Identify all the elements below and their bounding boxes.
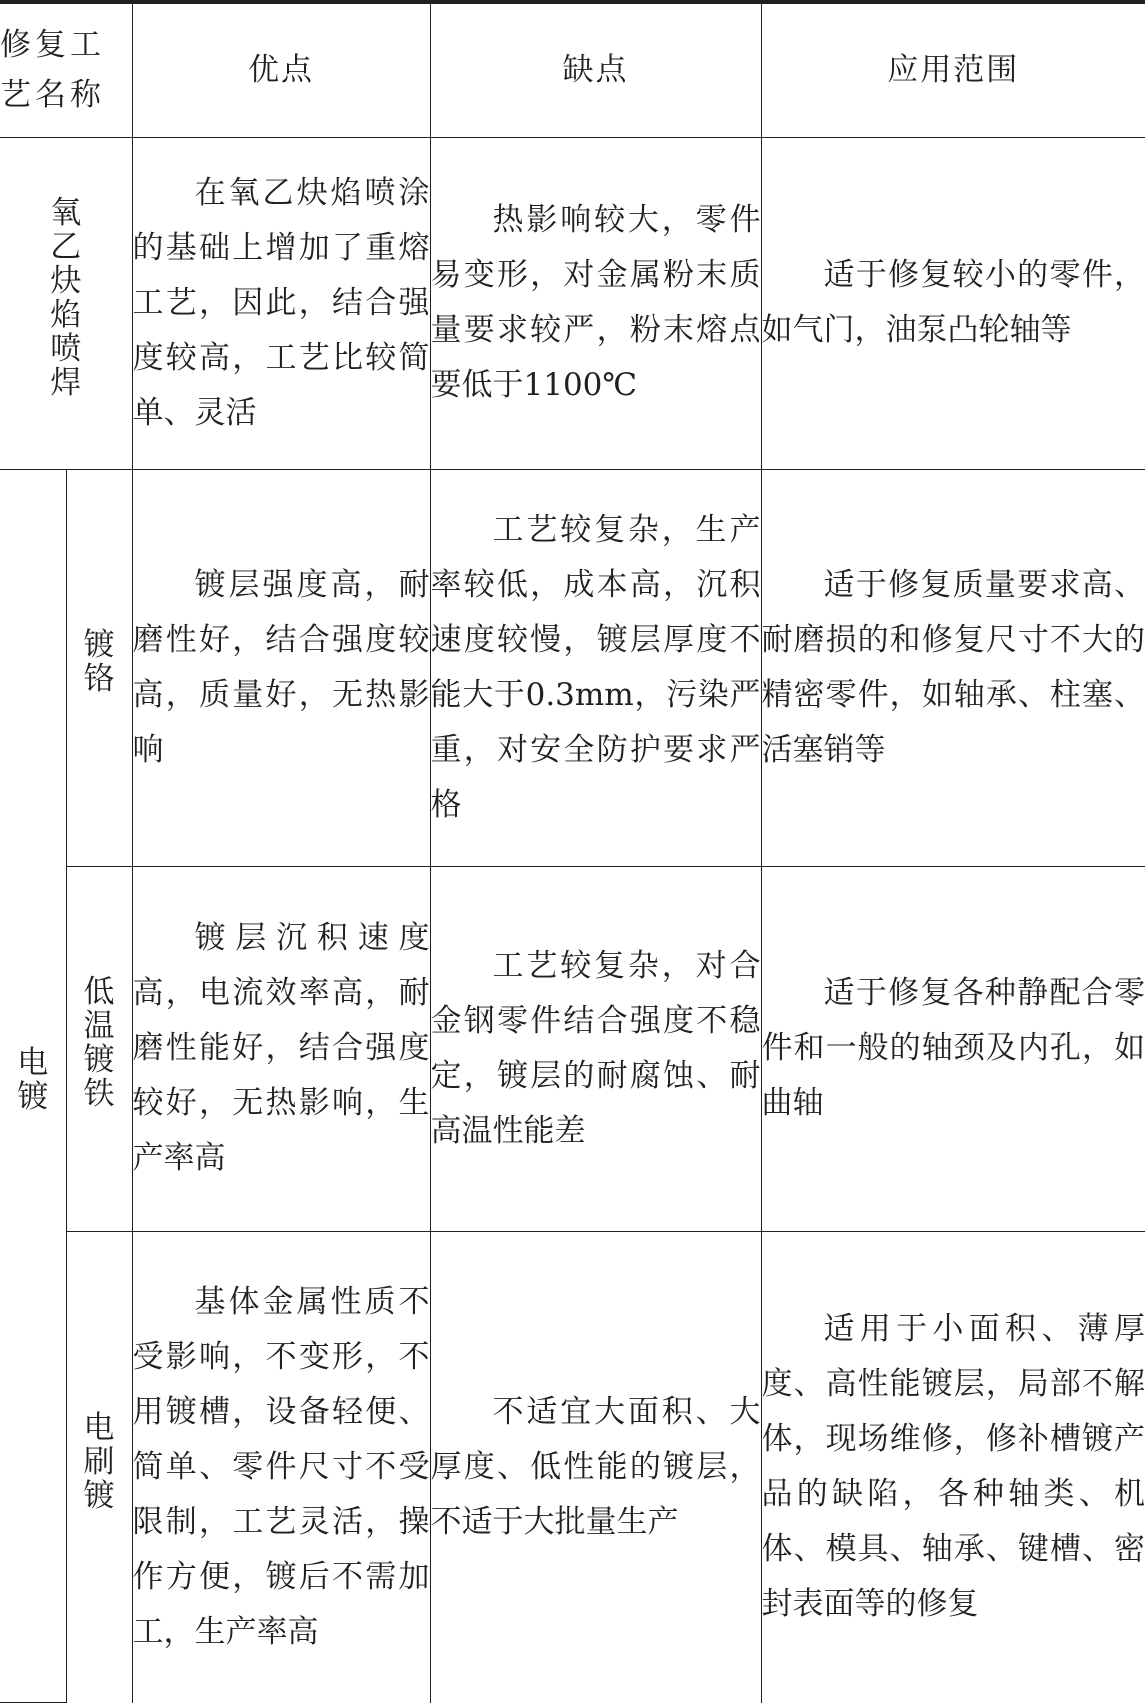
method-name-cell <box>66 1231 132 1702</box>
header-disadvantages: 缺点 <box>430 4 761 138</box>
header-advantages: 优点 <box>132 4 430 138</box>
group-name-cell <box>0 469 66 1702</box>
scope-cell: 适于修复较小的零件，如气门，油泵凸轮轴等 <box>761 137 1145 469</box>
advantages-cell: 镀层强度高，耐磨性好，结合强度较高，质量好，无热影响 <box>132 469 430 866</box>
disadvantages-cell: 工艺较复杂，生产率较低，成本高，沉积速度较慢，镀层厚度不能大于0.3mm，污染严重，对安全防护要求严格 <box>430 469 761 866</box>
method-name-cell <box>66 469 132 866</box>
scope-cell: 适于修复质量要求高、耐磨损的和修复尺寸不大的精密零件，如轴承、柱塞、活塞销等 <box>761 469 1145 866</box>
table-row <box>0 1231 1145 1702</box>
method-name-cell <box>66 867 132 1232</box>
method-name: 低温镀铁 <box>83 974 115 1113</box>
group-name: 电镀 <box>17 1045 49 1116</box>
method-name: 镀铬 <box>83 627 115 698</box>
table-row <box>0 137 1145 469</box>
table-row <box>0 867 1145 1232</box>
repair-process-table <box>0 3 1145 1703</box>
advantages-cell: 镀层沉积速度高，电流效率高，耐磨性能好，结合强度较好，无热影响，生产率高 <box>132 867 430 1232</box>
method-name-cell <box>0 137 132 469</box>
method-name: 电刷镀 <box>83 1409 115 1514</box>
method-name: 氧乙炔焰喷焊 <box>50 194 82 401</box>
disadvantages-cell: 工艺较复杂，对合金钢零件结合强度不稳定，镀层的耐腐蚀、耐高温性能差 <box>430 867 761 1232</box>
advantages-cell: 基体金属性质不受影响，不变形，不用镀槽，设备轻便、简单、零件尺寸不受限制，工艺灵活，操作方便，镀后不需加工，生产率高 <box>132 1231 430 1702</box>
scope-cell: 适用于小面积、薄厚度、高性能镀层，局部不解体，现场维修，修补槽镀产品的缺陷，各种轴类、机体、模具、轴承、键槽、密封表面等的修复 <box>761 1231 1145 1702</box>
scope-cell: 适于修复各种静配合零件和一般的轴颈及内孔，如曲轴 <box>761 867 1145 1232</box>
header-scope: 应用范围 <box>761 4 1145 138</box>
advantages-cell: 在氧乙炔焰喷涂的基础上增加了重熔工艺，因此，结合强度较高，工艺比较简单、灵活 <box>132 137 430 469</box>
disadvantages-cell: 不适宜大面积、大厚度、低性能的镀层，不适于大批量生产 <box>430 1231 761 1702</box>
disadvantages-cell: 热影响较大，零件易变形，对金属粉末质量要求较严，粉末熔点要低于1100℃ <box>430 137 761 469</box>
header-process-name: 修复工艺名称 <box>0 4 132 138</box>
table-row <box>0 469 1145 866</box>
table-header-row <box>0 4 1145 138</box>
